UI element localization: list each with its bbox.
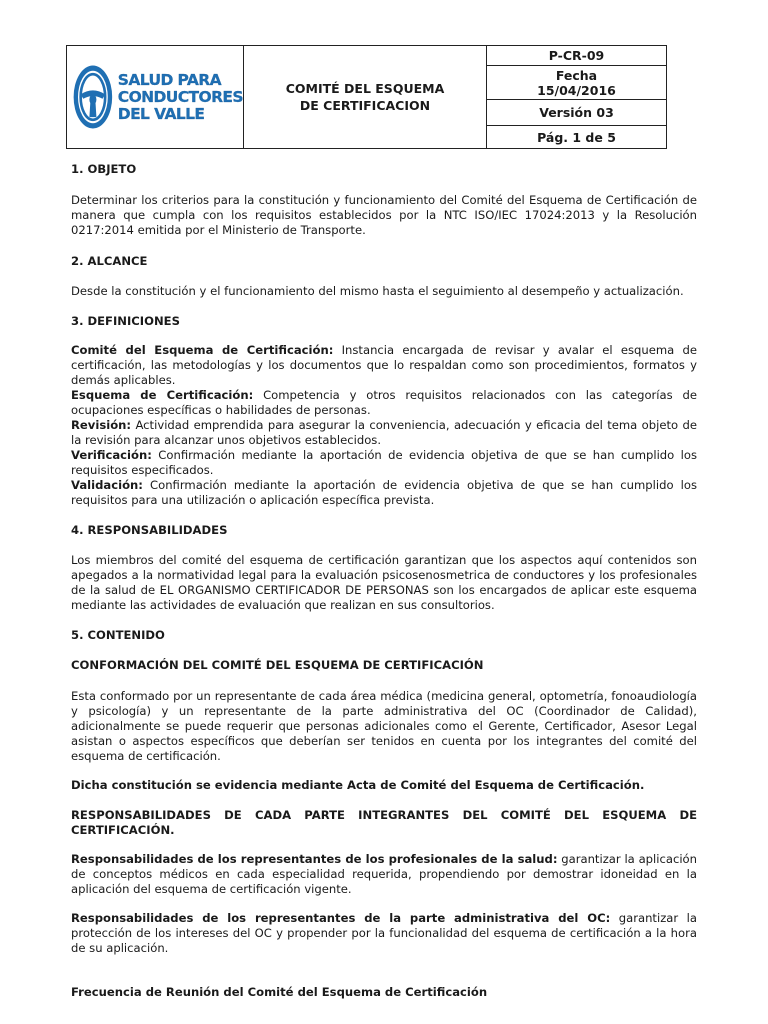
responsabilidades-text: Los miembros del comité del esquema de certificación garantizan que los aspectos aquí contenidos son apegados a la normatividad legal para la evaluación psicosenosmetrica de conductores y los profesionales de la salud de EL ORGANISMO CERTIFICADOR DE PERSONAS son los encargados de aplicar este esquema mediante las actividades de evaluación que realizan en sus consultorios. <box>71 553 697 612</box>
conformacion-heading: CONFORMACIÓN DEL COMITÉ DEL ESQUEMA DE CERTIFICACIÓN <box>71 658 484 672</box>
definition-term: Comité del Esquema de Certificación: <box>71 343 334 357</box>
definition-text: Confirmación mediante la aportación de evidencia objetiva de que se han cumplido los requisitos especificados. <box>71 448 697 477</box>
document-title: COMITÉ DEL ESQUEMA DE CERTIFICACION <box>244 46 487 149</box>
acta-statement: Dicha constitución se evidencia mediante Acta de Comité del Esquema de Certificación. <box>71 778 645 792</box>
definition-term: Esquema de Certificación: <box>71 388 254 402</box>
definition-term: Validación: <box>71 478 143 492</box>
resp-salud-text: garantizar la aplicación de conceptos médicos en cada especialidad requerida, propendiendo por demostrar idoneidad en la aplicación del esquema de certificación vigente. <box>71 852 697 896</box>
definition-item <box>71 448 697 478</box>
definition-text: Actividad emprendida para asegurar la conveniencia, adecuación y eficacia del tema objeto de la revisión para alcanzar unos objetivos establecidos. <box>71 418 697 447</box>
conformacion-text: Esta conformado por un representante de cada área médica (medicina general, optometría, fonoaudiología y psicología) y un representante de la parte administrativa del OC (Coordinador de Calidad), adicionalmente se puede requerir que personas adicionales como el Gerente, Certificador, Asesor Legal asistan o aspectos específicos que deberían ser tenidos en cuenta por los integrantes del comité del esquema de certificación. <box>71 689 697 763</box>
section-heading-objeto: 1. OBJETO <box>71 162 137 176</box>
company-logo <box>67 46 243 148</box>
document-body <box>71 160 697 1000</box>
frecuencia-heading: Frecuencia de Reunión del Comité del Esquema de Certificación <box>71 985 488 999</box>
resp-admin-paragraph <box>71 911 697 956</box>
definition-term: Verificación: <box>71 448 152 462</box>
document-header <box>66 45 667 149</box>
document-date: Fecha 15/04/2016 <box>487 66 667 100</box>
document-version: Versión 03 <box>487 100 667 126</box>
alcance-text: Desde la constitución y el funcionamiento del mismo hasta el seguimiento al desempeño y actualización. <box>71 284 684 298</box>
section-heading-contenido: 5. CONTENIDO <box>71 628 165 642</box>
document-code: P-CR-09 <box>487 46 667 66</box>
section-heading-alcance: 2. ALCANCE <box>71 254 148 268</box>
definition-item <box>71 478 697 508</box>
resp-salud-term: Responsabilidades de los representantes de los profesionales de la salud: <box>71 852 558 866</box>
section-heading-definiciones: 3. DEFINICIONES <box>71 314 180 328</box>
definition-text: Confirmación mediante la aportación de evidencia objetiva de que se han cumplido los requisitos para una utilización o aplicación específica prevista. <box>71 478 697 507</box>
definition-item <box>71 418 697 448</box>
objeto-text: Determinar los criterios para la constitución y funcionamiento del Comité del Esquema de Certificación de manera que cumpla con los requisitos establecidos por la NTC ISO/IEC 17024:2013 y la Resolución 0217:2014 emitida por el Ministerio de Transporte. <box>71 193 697 237</box>
resp-salud-paragraph <box>71 852 697 897</box>
page-number: Pág. 1 de 5 <box>487 126 667 149</box>
definition-term: Revisión: <box>71 418 132 432</box>
resp-admin-text: garantizar la protección de los intereses del OC y propender por la funcionalidad del esquema de certificación a la hora de su aplicación. <box>71 911 697 955</box>
section-heading-responsabilidades: 4. RESPONSABILIDADES <box>71 523 228 537</box>
definition-item <box>71 388 697 418</box>
resp-admin-term: Responsabilidades de los representantes de la parte administrativa del OC: <box>71 911 611 925</box>
definition-text: Competencia y otros requisitos relacionados con las categorías de ocupaciones específicas o habilidades de personas. <box>71 388 697 417</box>
logo-wordmark: SALUD PARA CONDUCTORES DEL VALLE <box>117 70 243 123</box>
logo-cell <box>67 46 244 149</box>
definition-item <box>71 343 697 388</box>
definition-text: Instancia encargada de revisar y avalar el esquema de certificación, las metodologías y los documentos que lo respaldan como son procedimientos, formatos y demás aplicables. <box>71 343 697 387</box>
responsabilidades-partes-heading: RESPONSABILIDADES DE CADA PARTE INTEGRANTES DEL COMITÉ DEL ESQUEMA DE CERTIFICACIÓN. <box>71 808 697 837</box>
steering-wheel-icon <box>71 58 115 136</box>
